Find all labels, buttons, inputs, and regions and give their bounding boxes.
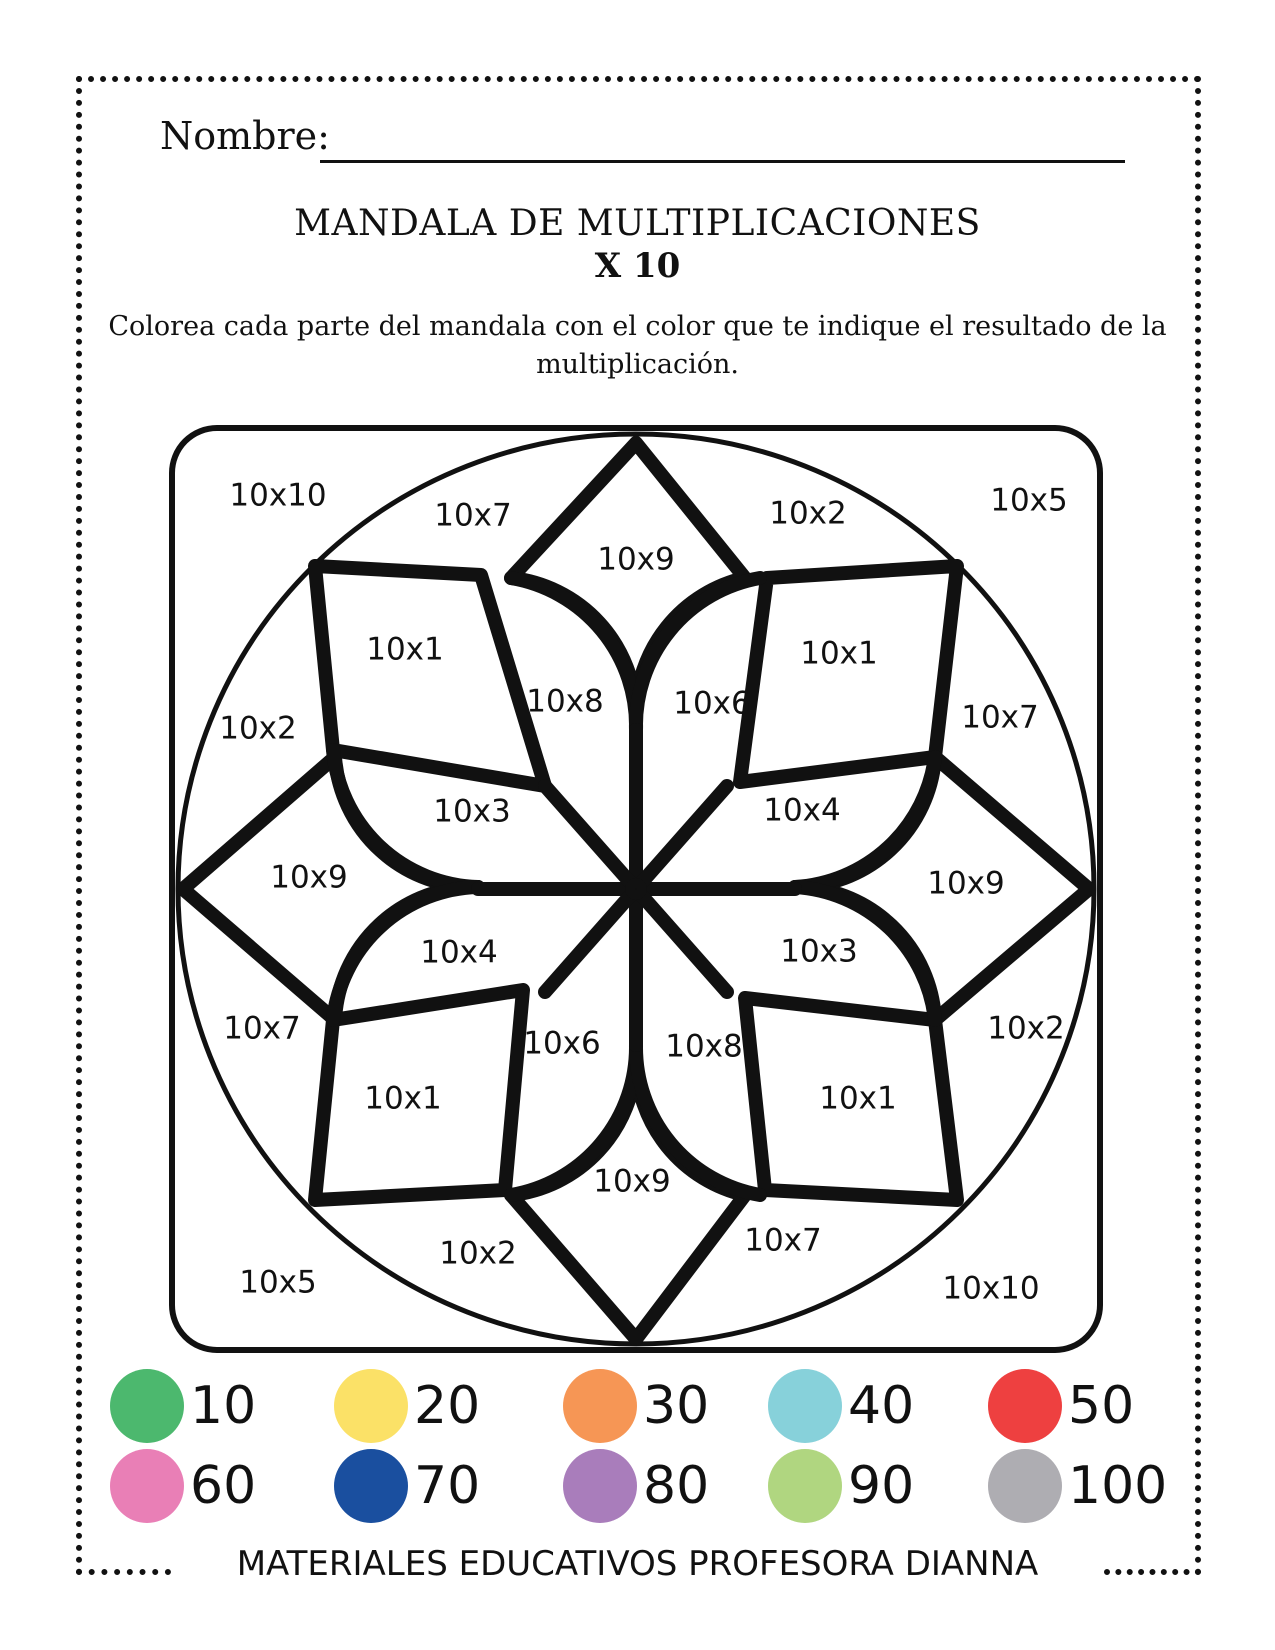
- color-swatch: [768, 1369, 842, 1443]
- instructions: Colorea cada parte del mandala con el color que te indique el resultado de la multiplicación.: [108, 311, 1167, 380]
- mandala-region-label[interactable]: 10x1: [366, 631, 444, 668]
- color-swatch: [334, 1449, 408, 1523]
- mandala-region-label[interactable]: 10x7: [961, 699, 1039, 736]
- color-swatch: [768, 1449, 842, 1523]
- mandala-region-label[interactable]: 10x2: [769, 495, 847, 532]
- mandala-region-label[interactable]: 10x1: [364, 1080, 442, 1117]
- mandala-region-label[interactable]: 10x9: [270, 859, 348, 896]
- footer-text: MATERIALES EDUCATIVOS PROFESORA DIANNA: [223, 1544, 1053, 1584]
- mandala-region-label[interactable]: 10x9: [927, 865, 1005, 902]
- legend-value: 50: [1068, 1376, 1135, 1436]
- color-swatch: [334, 1369, 408, 1443]
- mandala-region-label[interactable]: 10x5: [239, 1264, 317, 1301]
- mandala-region-label[interactable]: 10x7: [434, 497, 512, 534]
- color-swatch: [988, 1369, 1062, 1443]
- color-swatch: [988, 1449, 1062, 1523]
- mandala-region-label[interactable]: 10x4: [420, 934, 498, 971]
- legend-value: 100: [1068, 1456, 1168, 1516]
- mandala-region-label[interactable]: 10x3: [780, 933, 858, 970]
- mandala-region-label[interactable]: 10x5: [990, 482, 1068, 519]
- legend-value: 70: [414, 1456, 481, 1516]
- mandala-region-label[interactable]: 10x7: [744, 1222, 822, 1259]
- mandala-region-label[interactable]: 10x6: [673, 685, 751, 722]
- footer: [0, 1544, 1275, 1584]
- mandala-region-label[interactable]: 10x8: [665, 1028, 743, 1065]
- mandala-region-label[interactable]: 10x2: [219, 710, 297, 747]
- legend-value: 30: [643, 1376, 710, 1436]
- mandala-region-label[interactable]: 10x8: [526, 683, 604, 720]
- mandala-region-label[interactable]: 10x10: [229, 477, 327, 514]
- legend-value: 80: [643, 1456, 710, 1516]
- legend-value: 40: [848, 1376, 915, 1436]
- legend-value: 10: [190, 1376, 257, 1436]
- legend-value: 20: [414, 1376, 481, 1436]
- worksheet-title: MANDALA DE MULTIPLICACIONES: [294, 203, 981, 244]
- mandala-region-label[interactable]: 10x2: [439, 1235, 517, 1272]
- mandala-region-label[interactable]: 10x10: [942, 1270, 1040, 1307]
- color-swatch: [110, 1369, 184, 1443]
- worksheet-subtitle: X 10: [594, 246, 681, 286]
- mandala-region-label[interactable]: 10x9: [593, 1163, 671, 1200]
- mandala-region-label[interactable]: 10x1: [819, 1080, 897, 1117]
- mandala-region-label[interactable]: 10x9: [597, 541, 675, 578]
- legend-value: 90: [848, 1456, 915, 1516]
- mandala-region-label[interactable]: 10x2: [987, 1010, 1065, 1047]
- legend-value: 60: [190, 1456, 257, 1516]
- color-swatch: [110, 1449, 184, 1523]
- mandala-region-label[interactable]: 10x3: [433, 793, 511, 830]
- mandala-region-label[interactable]: 10x6: [523, 1025, 601, 1062]
- mandala-region-label[interactable]: 10x4: [763, 792, 841, 829]
- color-swatch: [563, 1449, 637, 1523]
- color-swatch: [563, 1369, 637, 1443]
- mandala-region-label[interactable]: 10x7: [223, 1010, 301, 1047]
- mandala-region-label[interactable]: 10x1: [800, 635, 878, 672]
- name-label: Nombre:: [160, 114, 330, 158]
